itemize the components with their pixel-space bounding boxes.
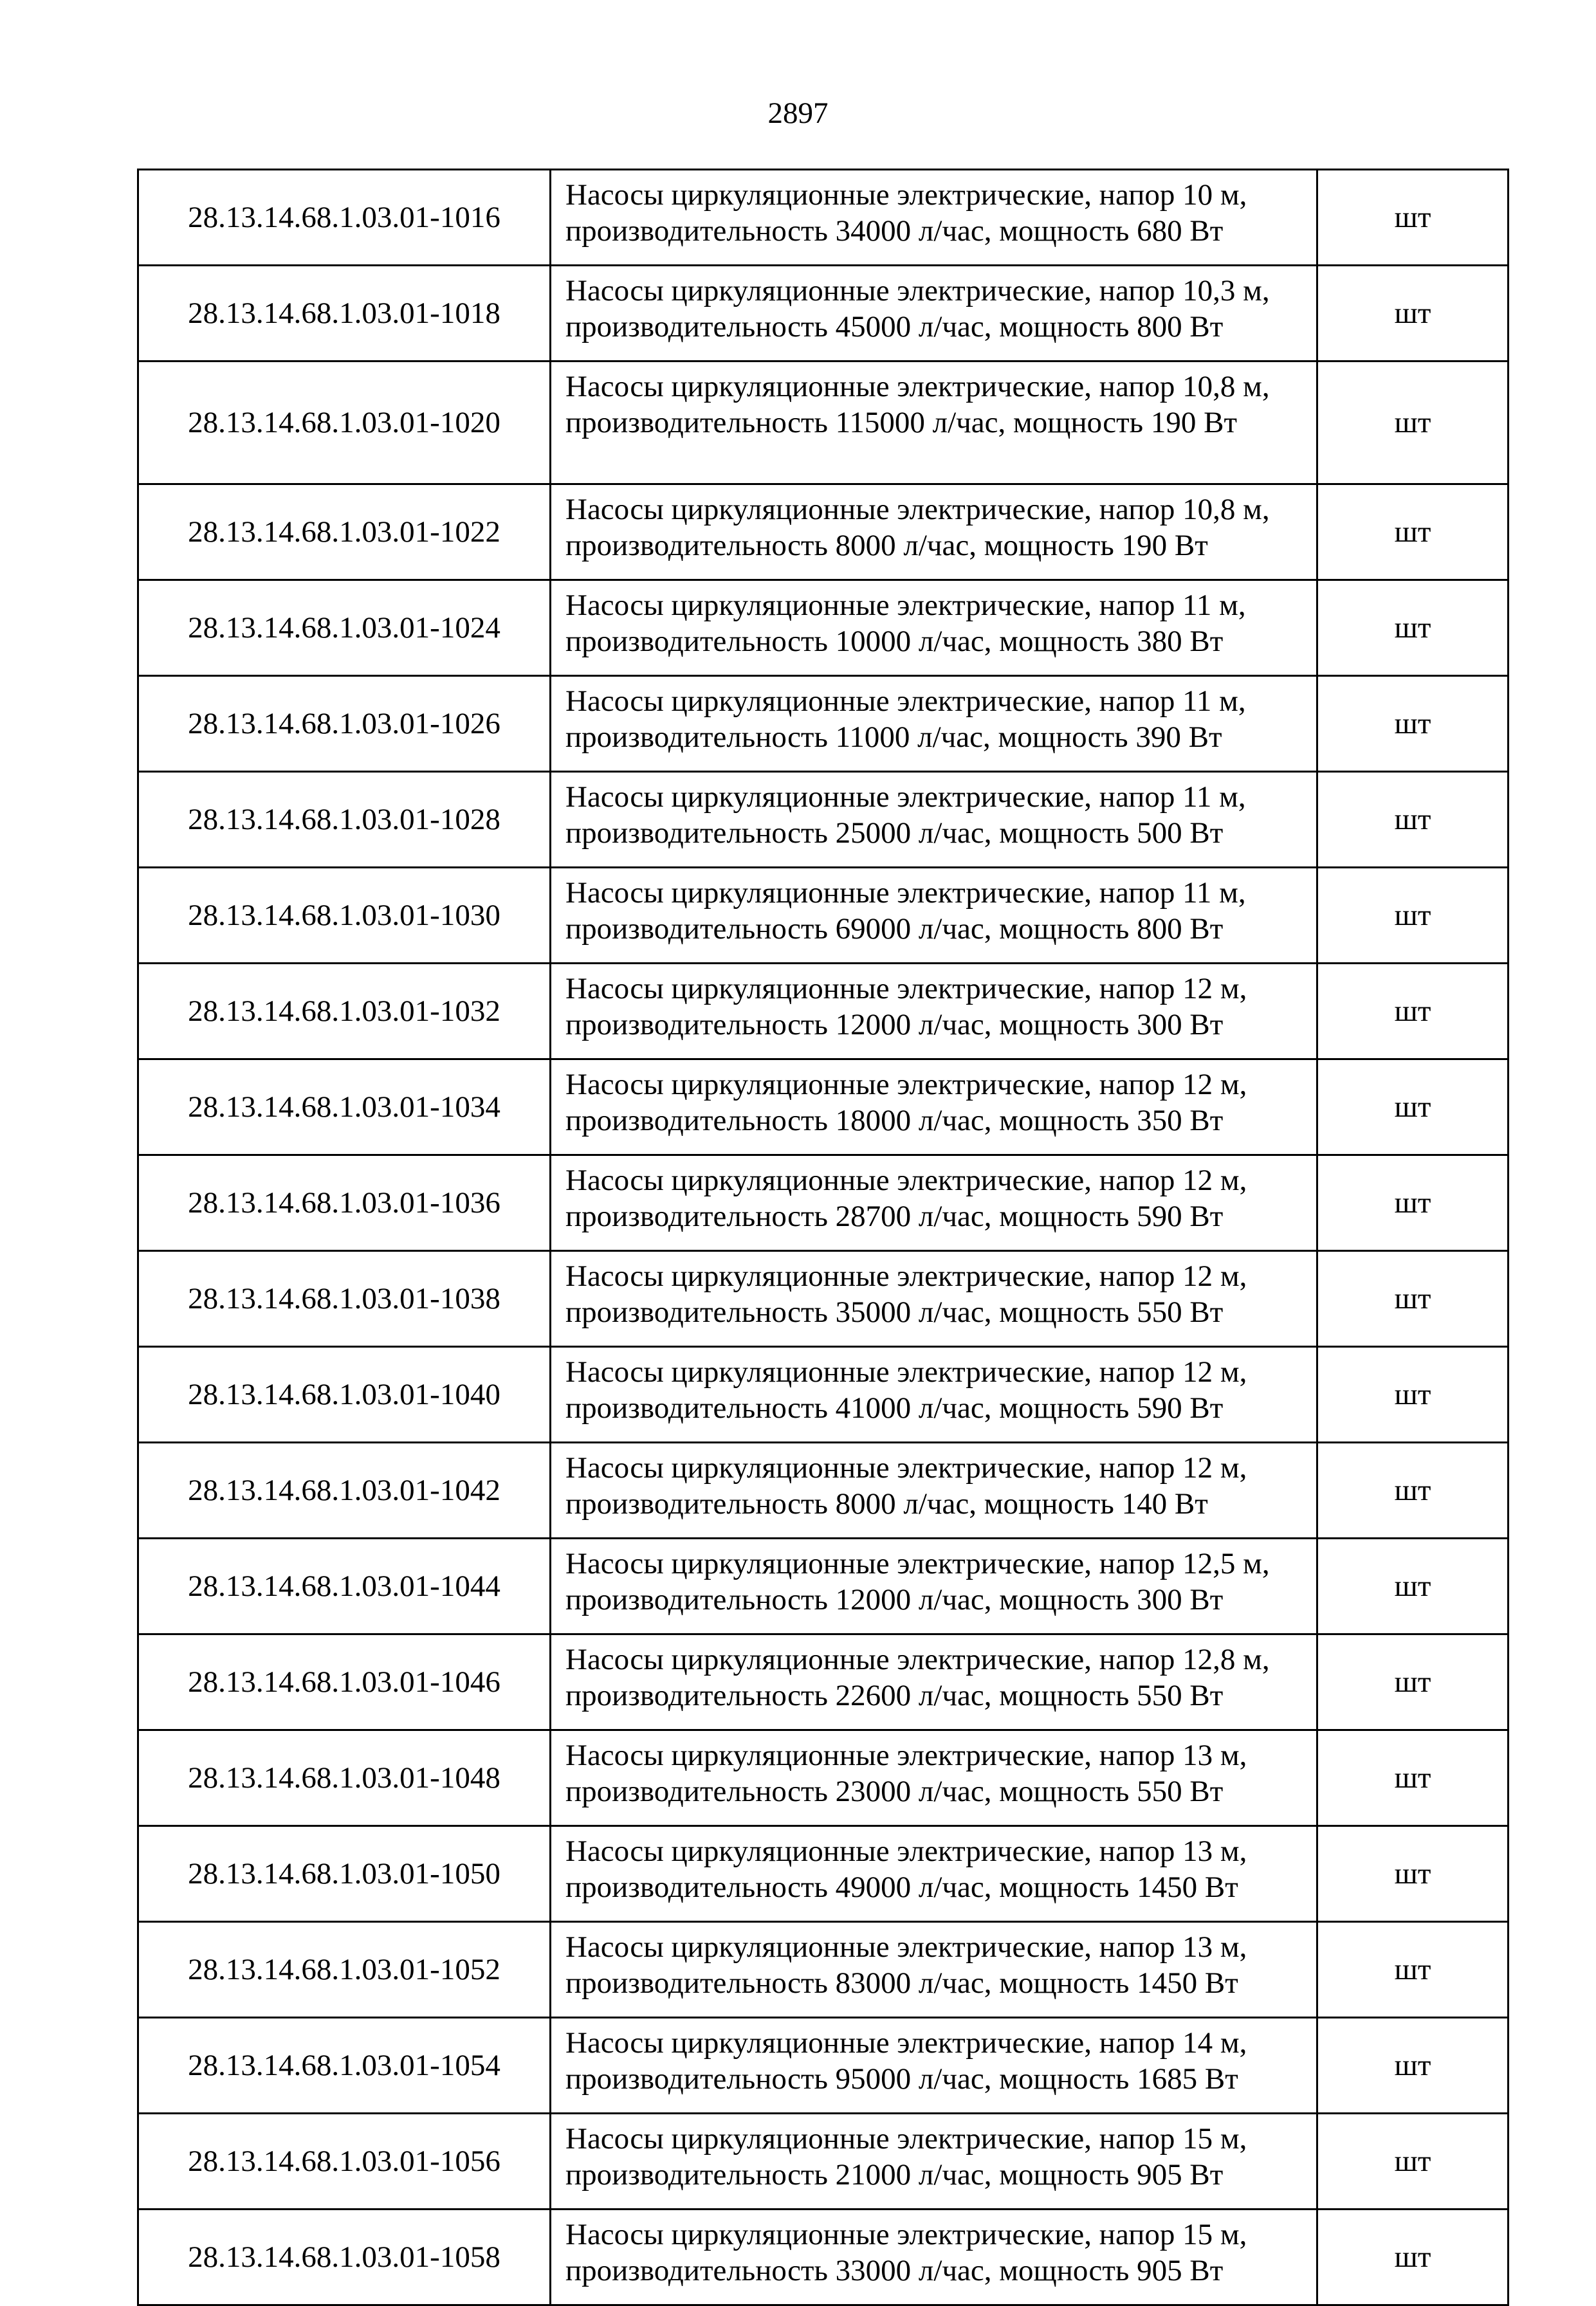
resource-code: 28.13.14.68.1.03.01-1036 — [138, 1155, 551, 1251]
table-row — [138, 1730, 1509, 1826]
resource-name: Насосы циркуляционные электрические, напор 11 м, производительность 25000 л/час, мощность 500 Вт — [551, 772, 1317, 868]
unit-of-measure: шт — [1317, 1826, 1509, 1922]
unit-of-measure: шт — [1317, 484, 1509, 580]
unit-of-measure: шт — [1317, 2114, 1509, 2210]
resource-code: 28.13.14.68.1.03.01-1052 — [138, 1922, 551, 2018]
resource-name: Насосы циркуляционные электрические, напор 12,5 м, производительность 12000 л/час, мощность 300 Вт — [551, 1539, 1317, 1634]
table-row — [138, 1634, 1509, 1730]
table-row — [138, 2210, 1509, 2305]
unit-of-measure: шт — [1317, 964, 1509, 1059]
unit-of-measure: шт — [1317, 868, 1509, 964]
resource-code: 28.13.14.68.1.03.01-1020 — [138, 361, 551, 484]
resource-code: 28.13.14.68.1.03.01-1056 — [138, 2114, 551, 2210]
resource-code: 28.13.14.68.1.03.01-1058 — [138, 2210, 551, 2305]
unit-of-measure: шт — [1317, 1922, 1509, 2018]
resource-code: 28.13.14.68.1.03.01-1024 — [138, 580, 551, 676]
resource-name: Насосы циркуляционные электрические, напор 10,8 м, производительность 8000 л/час, мощность 190 Вт — [551, 484, 1317, 580]
resource-name: Насосы циркуляционные электрические, напор 12 м, производительность 18000 л/час, мощность 350 Вт — [551, 1059, 1317, 1155]
table-row — [138, 361, 1509, 484]
resource-name: Насосы циркуляционные электрические, напор 15 м, производительность 21000 л/час, мощность 905 Вт — [551, 2114, 1317, 2210]
resource-code: 28.13.14.68.1.03.01-1026 — [138, 676, 551, 772]
unit-of-measure: шт — [1317, 1443, 1509, 1539]
table-row — [138, 1826, 1509, 1922]
table-row — [138, 2018, 1509, 2114]
resource-code: 28.13.14.68.1.03.01-1050 — [138, 1826, 551, 1922]
table-row — [138, 1922, 1509, 2018]
table-row — [138, 1443, 1509, 1539]
table-row — [138, 868, 1509, 964]
resource-name: Насосы циркуляционные электрические, напор 10,8 м, производительность 115000 л/час, мощность 190 Вт — [551, 361, 1317, 484]
resource-name: Насосы циркуляционные электрические, напор 11 м, производительность 11000 л/час, мощность 390 Вт — [551, 676, 1317, 772]
unit-of-measure: шт — [1317, 1155, 1509, 1251]
resource-name: Насосы циркуляционные электрические, напор 12 м, производительность 35000 л/час, мощность 550 Вт — [551, 1251, 1317, 1347]
unit-of-measure: шт — [1317, 676, 1509, 772]
resource-name: Насосы циркуляционные электрические, напор 12 м, производительность 8000 л/час, мощность 140 Вт — [551, 1443, 1317, 1539]
page-number: 2897 — [767, 96, 829, 130]
unit-of-measure: шт — [1317, 266, 1509, 361]
table-row — [138, 1539, 1509, 1634]
unit-of-measure: шт — [1317, 1251, 1509, 1347]
resource-code: 28.13.14.68.1.03.01-1042 — [138, 1443, 551, 1539]
unit-of-measure: шт — [1317, 1347, 1509, 1443]
materials-table — [137, 169, 1509, 2306]
resource-name: Насосы циркуляционные электрические, напор 13 м, производительность 83000 л/час, мощность 1450 Вт — [551, 1922, 1317, 2018]
resource-name: Насосы циркуляционные электрические, напор 13 м, производительность 23000 л/час, мощность 550 Вт — [551, 1730, 1317, 1826]
resource-code: 28.13.14.68.1.03.01-1044 — [138, 1539, 551, 1634]
table-row — [138, 2114, 1509, 2210]
unit-of-measure: шт — [1317, 170, 1509, 266]
unit-of-measure: шт — [1317, 1634, 1509, 1730]
resource-code: 28.13.14.68.1.03.01-1038 — [138, 1251, 551, 1347]
table-row — [138, 170, 1509, 266]
unit-of-measure: шт — [1317, 1539, 1509, 1634]
table-row — [138, 676, 1509, 772]
resource-name: Насосы циркуляционные электрические, напор 10 м, производительность 34000 л/час, мощность 680 Вт — [551, 170, 1317, 266]
table-row — [138, 772, 1509, 868]
unit-of-measure: шт — [1317, 772, 1509, 868]
table-row — [138, 1347, 1509, 1443]
unit-of-measure: шт — [1317, 1059, 1509, 1155]
resource-code: 28.13.14.68.1.03.01-1054 — [138, 2018, 551, 2114]
resource-code: 28.13.14.68.1.03.01-1028 — [138, 772, 551, 868]
resource-code: 28.13.14.68.1.03.01-1022 — [138, 484, 551, 580]
resource-code: 28.13.14.68.1.03.01-1040 — [138, 1347, 551, 1443]
table-row — [138, 1155, 1509, 1251]
table-row — [138, 964, 1509, 1059]
table-row — [138, 484, 1509, 580]
table-row — [138, 580, 1509, 676]
table-body — [138, 170, 1509, 2305]
resource-code: 28.13.14.68.1.03.01-1016 — [138, 170, 551, 266]
resource-name: Насосы циркуляционные электрические, напор 12 м, производительность 28700 л/час, мощность 590 Вт — [551, 1155, 1317, 1251]
unit-of-measure: шт — [1317, 361, 1509, 484]
unit-of-measure: шт — [1317, 1730, 1509, 1826]
resource-code: 28.13.14.68.1.03.01-1048 — [138, 1730, 551, 1826]
resource-code: 28.13.14.68.1.03.01-1032 — [138, 964, 551, 1059]
resource-name: Насосы циркуляционные электрические, напор 14 м, производительность 95000 л/час, мощность 1685 Вт — [551, 2018, 1317, 2114]
resource-code: 28.13.14.68.1.03.01-1030 — [138, 868, 551, 964]
resource-code: 28.13.14.68.1.03.01-1018 — [138, 266, 551, 361]
resource-name: Насосы циркуляционные электрические, напор 12 м, производительность 41000 л/час, мощность 590 Вт — [551, 1347, 1317, 1443]
table-row — [138, 266, 1509, 361]
resource-name: Насосы циркуляционные электрические, напор 11 м, производительность 69000 л/час, мощность 800 Вт — [551, 868, 1317, 964]
table-row — [138, 1059, 1509, 1155]
resource-name: Насосы циркуляционные электрические, напор 12 м, производительность 12000 л/час, мощность 300 Вт — [551, 964, 1317, 1059]
resource-name: Насосы циркуляционные электрические, напор 10,3 м, производительность 45000 л/час, мощность 800 Вт — [551, 266, 1317, 361]
resource-code: 28.13.14.68.1.03.01-1046 — [138, 1634, 551, 1730]
resource-name: Насосы циркуляционные электрические, напор 11 м, производительность 10000 л/час, мощность 380 Вт — [551, 580, 1317, 676]
resource-name: Насосы циркуляционные электрические, напор 12,8 м, производительность 22600 л/час, мощность 550 Вт — [551, 1634, 1317, 1730]
unit-of-measure: шт — [1317, 2018, 1509, 2114]
unit-of-measure: шт — [1317, 2210, 1509, 2305]
resource-name: Насосы циркуляционные электрические, напор 13 м, производительность 49000 л/час, мощность 1450 Вт — [551, 1826, 1317, 1922]
resource-code: 28.13.14.68.1.03.01-1034 — [138, 1059, 551, 1155]
resource-name: Насосы циркуляционные электрические, напор 15 м, производительность 33000 л/час, мощность 905 Вт — [551, 2210, 1317, 2305]
table-row — [138, 1251, 1509, 1347]
unit-of-measure: шт — [1317, 580, 1509, 676]
